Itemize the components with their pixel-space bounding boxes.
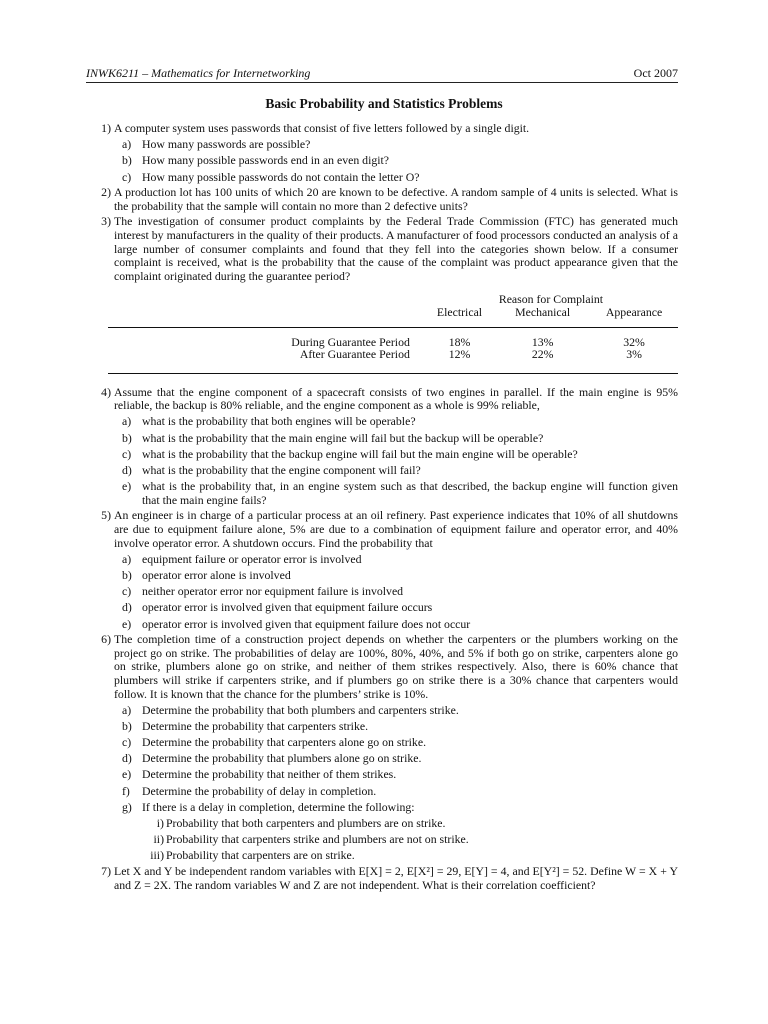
subpart: b) Determine the probability that carpenters strike. [122,718,369,733]
problem-number: 3) [101,214,111,229]
subpart: a) what is the probability that both engines will be operable? [122,414,416,429]
sub-subpart: i) Probability that both carpenters and plumbers are on strike. [156,816,446,830]
subpart: d) operator error is involved given that equipment failure occurs [122,600,433,615]
subpart: b) operator error alone is involved [122,567,291,582]
problem-text: The investigation of consumer product complaints by the Federal Trade Commission (FTC) has generated much interest by manufacturers in the quality of their products. A manufacturer of food processors conducted an analysis of a large number of consumer complaints and found that they fell into the categories shown below. If a consumer complaint is received, what is the probability that the cause of the complaint was product appearance given that the complaint originated during the guarantee period? [114,214,678,283]
subpart: e) what is the probability that, in an engine system such as that described, the backup engine will function given that the main engine fails? [122,479,678,507]
page-title: Basic Probability and Statistics Problems [265,96,503,111]
subpart: e) operator error is involved given that equipment failure does not occur [122,616,471,631]
subpart: f) Determine the probability of delay in completion. [122,783,377,798]
date-header: Oct 2007 [633,66,678,80]
problem-3 [94,215,678,373]
problem-text: Assume that the engine component of a spacecraft consists of two engines in parallel. If the main engine is 95% reliable, the backup is 80% reliable, and the engine component as a whole is 99% reliable, [114,384,678,413]
subpart: c) Determine the probability that carpenters alone go on strike. [122,735,427,750]
problem-list [94,122,678,894]
table-cell: 18% [448,334,471,349]
problem-6 [94,633,678,863]
table-cell: 13% [531,334,554,349]
subpart: e) Determine the probability that neither of them strikes. [122,767,397,782]
problem-number: 4) [101,384,111,399]
subpart: a) equipment failure or operator error is involved [122,551,362,566]
problem-2 [94,186,678,213]
subpart: b) How many possible passwords end in an even digit? [122,153,390,168]
sub-subpart: iii) Probability that carpenters are on strike. [150,848,355,863]
table-cell: 12% [448,347,471,362]
course-header: INWK6211 – Mathematics for Internetworking [86,66,311,80]
problem-7 [94,865,678,892]
sub-subpart: ii) Probability that carpenters strike and plumbers are not on strike. [153,832,469,847]
subpart: g) If there is a delay in completion, determine the following: [122,799,415,814]
column-header: Electrical [436,304,483,319]
problem-text: The completion time of a construction project depends on whether the carpenters or the plumbers working on the project go on strike. The probabilities of delay are 100%, 80%, 40%, and 5% if both go on strike, carpenters alone go on strike, plumbers alone go on strike, and neither of them strikes respectively. Also, there is 60% chance that plumbers will strike if carpenters strike, and if plumbers go on strike there is a 30% chance that carpenters would follow. It is known that the chance for the plumbers’ strike is 10%. [114,632,678,701]
table-cell: 32% [623,334,645,349]
subpart: c) what is the probability that the backup engine will fail but the main engine will be operable? [122,446,578,461]
problem-4 [94,386,678,508]
problem-1 [94,122,678,184]
subpart: d) Determine the probability that plumbers alone go on strike. [122,751,422,766]
problem-number: 6) [101,632,111,647]
problem-5 [94,509,678,631]
problem-text: An engineer is in charge of a particular process at an oil refinery. Past experience indicates that 10% of all shutdowns are due to equipment failure alone, 5% are due to a combination of equipment failure and operator error, and 40% involve operator error. A shutdown occurs. Find the probability that [114,508,678,550]
problem-number: 5) [101,508,111,523]
problem-number: 2) [101,185,111,200]
problem-number: 7) [101,863,111,878]
row-label: After Guarantee Period [299,347,410,362]
column-header: Mechanical [515,304,571,319]
problem-text: Let X and Y be independent random variables with E[X] = 2, E[X²] = 29, E[Y] = 4, and E[Y²] = 52. Define W = X + Y and Z = 2X. The random variables W and Z are not independent. What is their correlation coefficient? [114,863,678,892]
subpart: b) what is the probability that the main engine will fail but the backup will be operable? [122,430,544,445]
row-label: During Guarantee Period [291,334,410,349]
subpart: d) what is the probability that the engine component will fail? [122,463,421,478]
table-cell: 3% [626,347,642,362]
problem-text: A computer system uses passwords that consist of five letters followed by a single digit. [114,121,530,135]
table-cell: 22% [531,347,554,362]
table-group-header: Reason for Complaint [498,292,604,307]
problem-number: 1) [101,121,111,135]
subpart: c) neither operator error nor equipment failure is involved [122,584,404,599]
subpart: a) How many passwords are possible? [122,137,311,152]
problem-text: A production lot has 100 units of which 20 are known to be defective. A random sample of 4 units is selected. What is the probability that the sample will contain no more than 2 defective units? [114,185,678,213]
column-header: Appearance [605,304,663,319]
header-rule [86,82,678,83]
complaint-table [108,293,678,373]
subpart: a) Determine the probability that both plumbers and carpenters strike. [122,702,459,717]
subpart: c) How many possible passwords do not contain the letter O? [122,169,420,184]
